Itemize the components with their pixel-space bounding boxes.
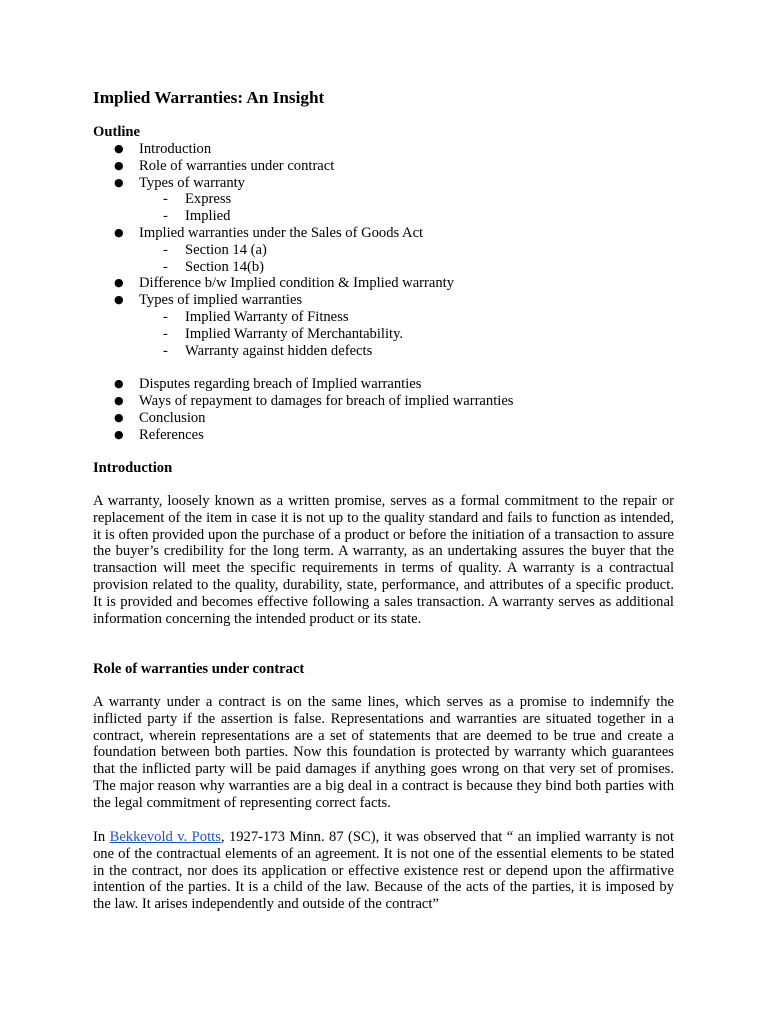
outline-subitem: - Warranty against hidden defects — [0, 343, 768, 360]
outline-item: ● Types of warranty — [0, 175, 768, 192]
case-link[interactable]: Bekkevold v. Potts — [109, 829, 221, 845]
introduction-heading: Introduction — [93, 460, 173, 476]
role-paragraph: A warranty under a contract is on the same lines, which serves as a promise to indemnify the inflicted party if the assertion is false. Representations and warranties are situated together in a contract, wherein representations are a set of statements that are deemed to be true and create a foundation between both parties. Now this foundation is protected by warranty which guarantees that the inflicted party will be paid damages if anything goes wrong on that very set of promises. The major reason why warranties are a big deal in a contract is because they bind both parties with the legal commitment of representing correct facts. — [93, 694, 674, 811]
role-heading: Role of warranties under contract — [93, 661, 305, 677]
introduction-paragraph: A warranty, loosely known as a written promise, serves as a formal commitment to the repair or replacement of the item in case it is not up to the quality standard and fails to function as intended, it is often provided upon the purchase of a product or before the initiation of a transaction to assure the buyer’s credibility for the long term. A warranty, as an undertaking assures the buyer that the transaction will meet the specific requirements in terms of quality. A warranty is a contractual provision related to the quality, durability, state, performance, and attributes of a specific product. It is provided and becomes effective following a sales transaction. A warranty serves as additional information concerning the intended product or its state. — [93, 493, 674, 627]
outline-subitem: - Implied Warranty of Merchantability. — [0, 326, 768, 343]
outline-item: ● Types of implied warranties — [0, 292, 768, 309]
case-text: , 1927-173 Minn. 87 (SC), it was observed that “ an implied warranty is not one of the contractual elements of an agreement. It is not one of the essential elements to be stated in the contract, nor does its application or effective existence rest or depend upon the affirmative intention of the parties. It is a child of the law. Because of the acts of the parties, it is imposed by the law. It arises independently and outside of the contract” — [93, 829, 675, 913]
outline-item: ● References — [0, 427, 768, 444]
case-prefix: In — [93, 829, 110, 845]
outline-subitem: - Implied — [0, 208, 768, 225]
outline-subitem: - Section 14 (a) — [0, 242, 768, 259]
outline-list — [0, 141, 768, 443]
outline-item: ● Role of warranties under contract — [0, 158, 768, 175]
outline-item: ● Disputes regarding breach of Implied warranties — [0, 376, 768, 393]
outline-heading: Outline — [93, 124, 141, 140]
outline-item: ● Introduction — [0, 141, 768, 158]
outline-subitem: - Section 14(b) — [0, 259, 768, 276]
outline-item: ● Difference b/w Implied condition & Implied warranty — [0, 275, 768, 292]
document-title: Implied Warranties: An Insight — [93, 88, 325, 107]
outline-spacer — [0, 359, 768, 376]
outline-subitem: - Implied Warranty of Fitness — [0, 309, 768, 326]
outline-item: ● Conclusion — [0, 410, 768, 427]
case-paragraph — [93, 829, 674, 913]
outline-item: ● Ways of repayment to damages for breach of implied warranties — [0, 393, 768, 410]
outline-subitem: - Express — [0, 191, 768, 208]
outline-item: ● Implied warranties under the Sales of Goods Act — [0, 225, 768, 242]
